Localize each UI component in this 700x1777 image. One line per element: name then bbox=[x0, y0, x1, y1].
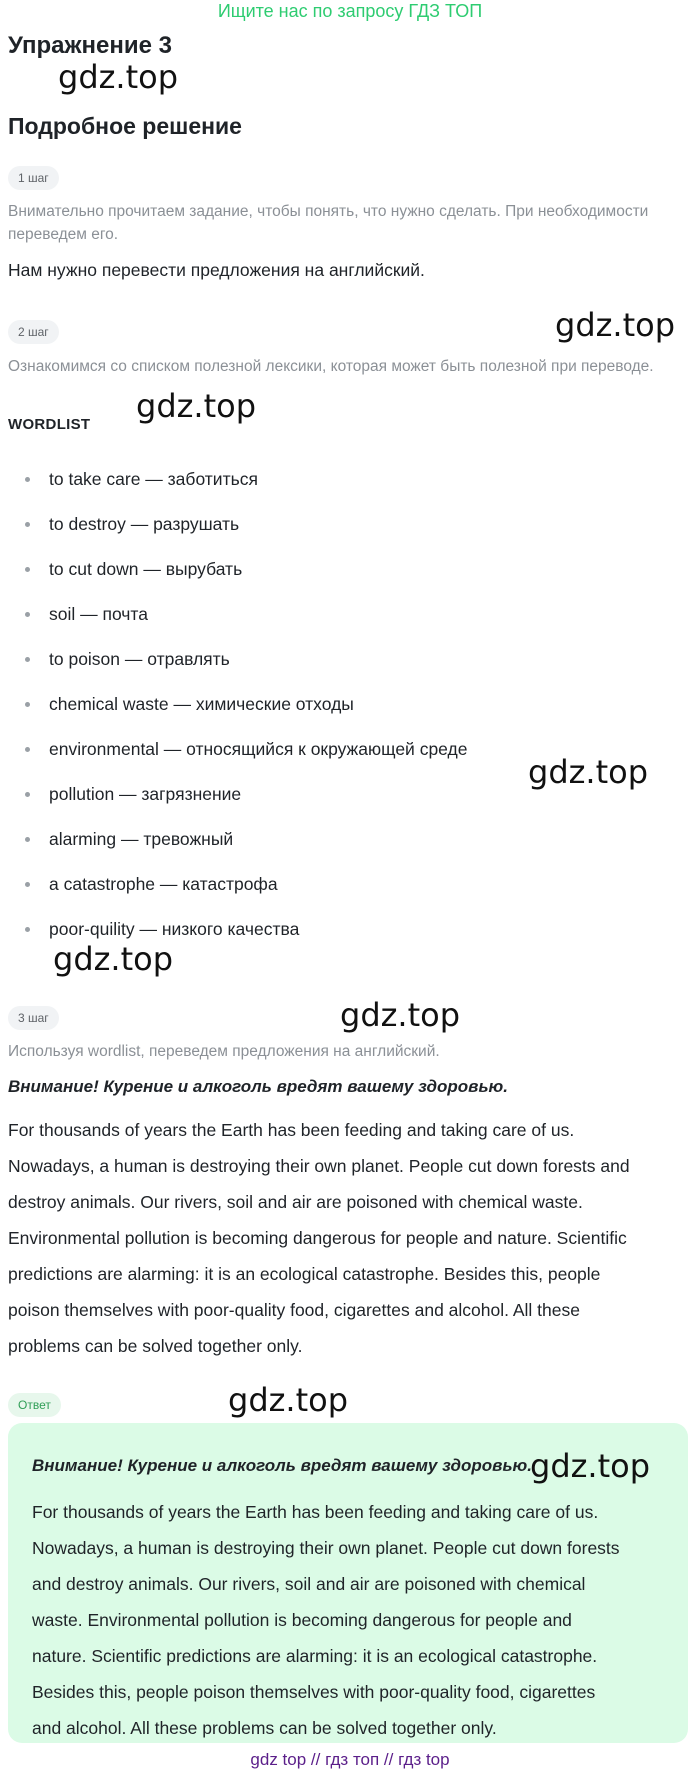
translation-line: For thousands of years the Earth has been feeding and taking care of us. bbox=[8, 1120, 575, 1140]
watermark: gdz.top bbox=[555, 306, 676, 344]
top-banner[interactable]: Ищите нас по запросу ГДЗ ТОП bbox=[217, 1, 483, 21]
page-title: Упражнение 3 bbox=[8, 32, 172, 59]
watermark: gdz.top bbox=[228, 1381, 349, 1419]
watermark: gdz.top bbox=[528, 753, 649, 791]
step-3-badge bbox=[8, 1006, 59, 1030]
step-2-badge bbox=[8, 320, 59, 344]
watermark: gdz.top bbox=[53, 940, 174, 978]
word-item: to cut down — вырубать bbox=[8, 557, 608, 602]
wordlist-heading: WORDLIST bbox=[8, 416, 91, 433]
word-item: poor-quility — низкого качества bbox=[8, 917, 608, 962]
word-item: chemical waste — химические отходы bbox=[8, 692, 608, 737]
answer-badge-label: Ответ bbox=[8, 1393, 61, 1417]
translation-line: predictions are alarming: it is an ecological catastrophe. Besides this, people bbox=[8, 1264, 601, 1284]
watermark: gdz.top bbox=[530, 1447, 651, 1485]
step-2-instruction: Ознакомимся со списком полезной лексики, которая может быть полезной при переводе. bbox=[8, 358, 654, 375]
wordlist bbox=[8, 467, 608, 962]
watermark: gdz.top bbox=[340, 996, 461, 1034]
answer-line: and alcohol. All these problems can be solved together only. bbox=[32, 1718, 497, 1738]
word-item: to take care — заботиться bbox=[8, 467, 608, 512]
answer-paragraph bbox=[32, 1494, 682, 1746]
step-1-badge bbox=[8, 166, 59, 190]
watermark: gdz.top bbox=[136, 387, 257, 425]
answer-line: and destroy animals. Our rivers, soil and air are poisoned with chemical bbox=[32, 1574, 586, 1594]
footer-links[interactable]: gdz top // гдз топ // гдз top bbox=[250, 1750, 450, 1769]
watermark: gdz.top bbox=[58, 58, 179, 96]
translation-paragraph bbox=[8, 1112, 698, 1364]
translation-line: Nowadays, a human is destroying their own planet. People cut down forests and bbox=[8, 1156, 630, 1176]
step-3-badge-label: 3 шаг bbox=[8, 1006, 59, 1030]
answer-line: nature. Scientific predictions are alarming: it is an ecological catastrophe. bbox=[32, 1646, 598, 1666]
answer-line: Nowadays, a human is destroying their own planet. People cut down forests bbox=[32, 1538, 620, 1558]
translation-line: destroy animals. Our rivers, soil and air are poisoned with chemical waste. bbox=[8, 1192, 583, 1212]
step-2-badge-label: 2 шаг bbox=[8, 320, 59, 344]
answer-line: Besides this, people poison themselves with poor-quality food, cigarettes bbox=[32, 1682, 596, 1702]
step-1-badge-label: 1 шаг bbox=[8, 166, 59, 190]
health-warning: Внимание! Курение и алкоголь вредят вашему здоровью. bbox=[8, 1077, 508, 1096]
word-item: to destroy — разрушать bbox=[8, 512, 608, 557]
answer-health-warning: Внимание! Курение и алкоголь вредят вашему здоровью. bbox=[32, 1456, 532, 1475]
step-1-instruction: Внимательно прочитаем задание, чтобы понять, что нужно сделать. При необходимости переведем его. bbox=[8, 203, 649, 243]
step-3-instruction: Используя wordlist, переведем предложения на английский. bbox=[8, 1043, 440, 1060]
word-item: a catastrophe — катастрофа bbox=[8, 872, 608, 917]
translation-line: poison themselves with poor-quality food, cigarettes and alcohol. All these bbox=[8, 1300, 580, 1320]
translation-line: Environmental pollution is becoming dangerous for people and nature. Scientific bbox=[8, 1228, 627, 1248]
word-item: alarming — тревожный bbox=[8, 827, 608, 872]
word-item: pollution — загрязнение bbox=[8, 782, 608, 827]
answer-line: For thousands of years the Earth has been feeding and taking care of us. bbox=[32, 1502, 599, 1522]
section-title: Подробное решение bbox=[8, 113, 242, 139]
answer-badge bbox=[8, 1393, 61, 1417]
step-1-text: Нам нужно перевести предложения на английский. bbox=[8, 260, 425, 280]
word-item: to poison — отравлять bbox=[8, 647, 608, 692]
word-item: soil — почта bbox=[8, 602, 608, 647]
word-item: environmental — относящийся к окружающей среде bbox=[8, 737, 608, 782]
translation-line: problems can be solved together only. bbox=[8, 1336, 303, 1356]
answer-line: waste. Environmental pollution is becoming dangerous for people and bbox=[32, 1610, 572, 1630]
